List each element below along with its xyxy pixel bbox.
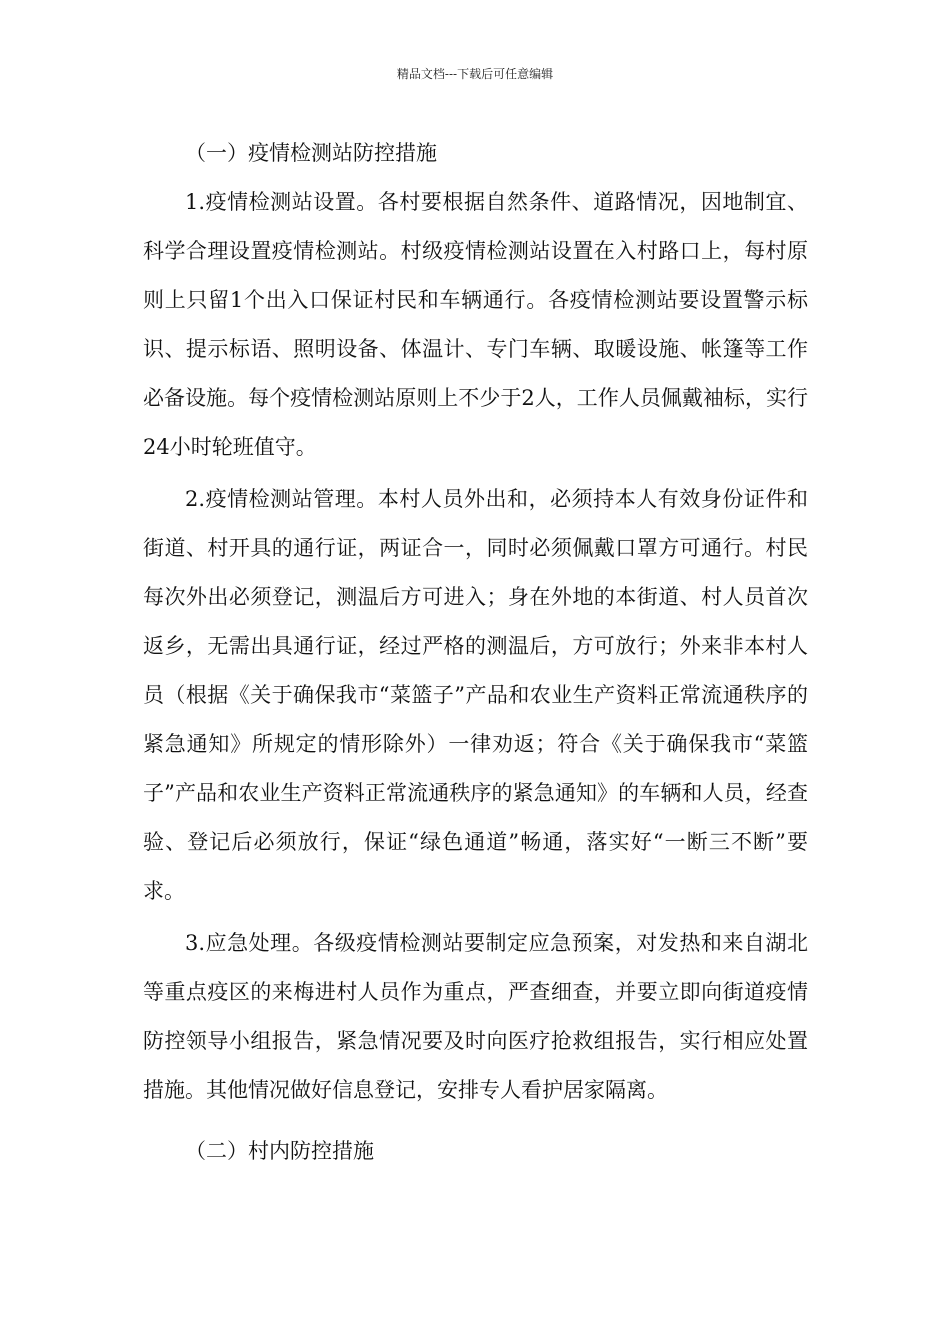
- section-heading-1: （一）疫情检测站防控措施: [185, 141, 437, 165]
- paragraph-checkpoint-management: 2.疫情检测站管理。本村人员外出和，必须持本人有效身份证件和街道、村开具的通行证，两证合一，同时必须佩戴口罩方可通行。村民每次外出必须登记，测温后方可进入；身在外地的本街道、村人员首次返乡，无需出具通行证，经过严格的测温后，方可放行；外来非本村人员（根据《关于确保我市“菜篮子”产品和农业生产资料正常流通秩序的紧急通知》所规定的情形除外）一律劝返；符合《关于确保我市“菜篮子”产品和农业生产资料正常流通秩序的紧急通知》的车辆和人员，经查验、登记后必须放行，保证“绿色通道”畅通，落实好“一断三不断”要求。: [143, 487, 808, 903]
- paragraph-emergency-handling: 3.应急处理。各级疫情检测站要制定应急预案，对发热和来自湖北等重点疫区的来梅进村人员作为重点，严查细查，并要立即向街道疫情防控领导小组报告，紧急情况要及时向医疗抢救组报告，实行相应处置措施。其他情况做好信息登记，安排专人看护居家隔离。: [143, 931, 808, 1102]
- paragraph-checkpoint-setup: 1.疫情检测站设置。各村要根据自然条件、道路情况，因地制宜、科学合理设置疫情检测站。村级疫情检测站设置在入村路口上，每村原则上只留1个出入口保证村民和车辆通行。各疫情检测站要设置警示标识、提示标语、照明设备、体温计、专门车辆、取暖设施、帐篷等工作必备设施。每个疫情检测站原则上不少于2人，工作人员佩戴袖标，实行24小时轮班值守。: [143, 190, 808, 459]
- section-heading-2: （二）村内防控措施: [185, 1139, 374, 1163]
- document-body: [143, 131, 808, 1176]
- running-header: 精品文档---下载后可任意编辑: [396, 67, 554, 81]
